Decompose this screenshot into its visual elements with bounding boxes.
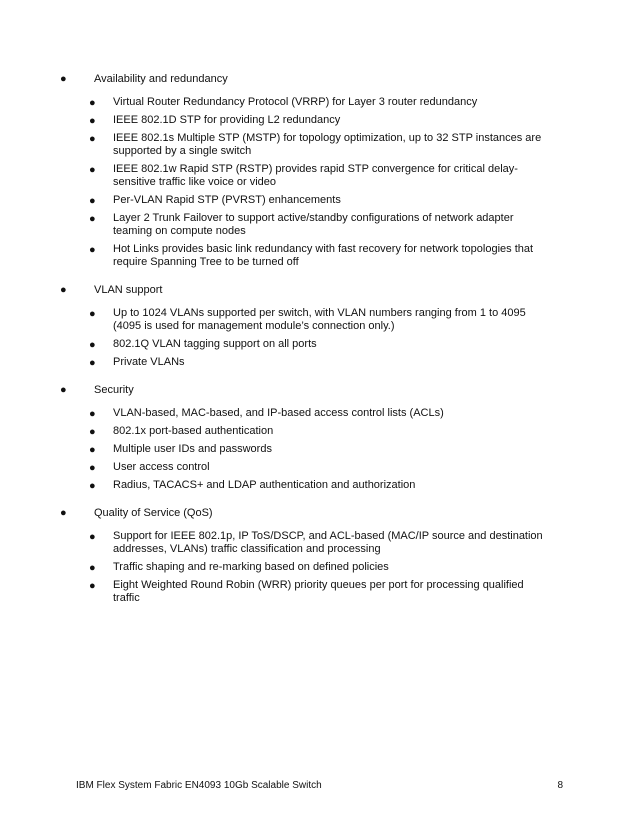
list-item [0,132,638,158]
list-item [0,479,638,492]
bullet-icon: ● [89,408,96,420]
sub-list [0,524,638,619]
bullet-icon: ● [89,480,96,492]
bullet-icon: ● [89,195,96,207]
bullet-icon: ● [89,133,96,145]
list-item-text: Virtual Router Redundancy Protocol (VRRP) for Layer 3 router redundancy [113,96,478,108]
list-item-text: Multiple user IDs and passwords [113,443,272,455]
bullet-icon: ● [60,73,67,85]
section-title: Security [94,384,134,396]
list-item-text: VLAN-based, MAC-based, and IP-based access control lists (ACLs) [113,407,444,419]
list-item [0,425,638,438]
list-item [0,114,638,127]
list-item [0,243,638,269]
list-item [0,307,638,333]
list-item-text: Eight Weighted Round Robin (WRR) priority queues per port for processing qualified traffic [113,579,524,604]
section-title: Availability and redundancy [94,73,228,85]
list-item-text: IEEE 802.1s Multiple STP (MSTP) for topology optimization, up to 32 STP instances are supported by a single switch [113,132,542,157]
section-vlan [0,283,638,383]
list-item [0,356,638,369]
list-item-text: User access control [113,461,210,473]
list-item-text: Up to 1024 VLANs supported per switch, with VLAN numbers ranging from 1 to 4095 (4095 is used for management module’s connection only.) [113,307,526,332]
bullet-icon: ● [89,580,96,592]
section-heading [0,72,638,90]
sub-list [0,90,638,283]
bullet-icon: ● [89,213,96,225]
bullet-icon: ● [89,115,96,127]
section-availability [0,72,638,283]
list-item-text: 802.1x port-based authentication [113,425,274,437]
list-item [0,443,638,456]
list-item [0,96,638,109]
section-title: Quality of Service (QoS) [94,507,213,519]
list-item-text: Radius, TACACS+ and LDAP authentication and authorization [113,479,416,491]
sub-list [0,301,638,383]
bullet-icon: ● [60,284,67,296]
bullet-icon: ● [89,426,96,438]
bullet-icon: ● [89,562,96,574]
bullet-icon: ● [89,164,96,176]
list-item [0,461,638,474]
list-item-text: Traffic shaping and re-marking based on defined policies [113,561,389,573]
list-item [0,561,638,574]
list-item-text: Layer 2 Trunk Failover to support active/standby configurations of network adapter teaming on compute nodes [113,212,514,237]
list-item-text: Hot Links provides basic link redundancy with fast recovery for network topologies that require Spanning Tree to be turned off [113,243,534,268]
bullet-icon: ● [89,444,96,456]
bullet-icon: ● [89,462,96,474]
list-item [0,194,638,207]
bullet-icon: ● [89,97,96,109]
bullet-icon: ● [89,531,96,543]
section-heading [0,283,638,301]
footer-title: IBM Flex System Fabric EN4093 10Gb Scalable Switch [76,780,322,791]
list-item-text: 802.1Q VLAN tagging support on all ports [113,338,317,350]
list-item-text: Support for IEEE 802.1p, IP ToS/DSCP, and ACL-based (MAC/IP source and destination addresses, VLANs) traffic classification and processing [113,530,543,555]
list-item [0,338,638,351]
bullet-icon: ● [89,308,96,320]
list-item-text: IEEE 802.1D STP for providing L2 redundancy [113,114,341,126]
list-item [0,579,638,605]
list-item-text: Per-VLAN Rapid STP (PVRST) enhancements [113,194,341,206]
page-number: 8 [557,780,563,791]
list-item [0,407,638,420]
list-item [0,530,638,556]
list-item [0,163,638,189]
bullet-icon: ● [89,357,96,369]
section-security [0,383,638,506]
bullet-icon: ● [89,244,96,256]
list-item [0,212,638,238]
bullet-icon: ● [89,339,96,351]
list-item-text: IEEE 802.1w Rapid STP (RSTP) provides rapid STP convergence for critical delay-sensitive traffic like voice or video [113,163,518,188]
section-title: VLAN support [94,284,163,296]
list-item-text: Private VLANs [113,356,185,368]
sub-list [0,401,638,506]
section-heading [0,506,638,524]
bullet-icon: ● [60,384,67,396]
section-qos [0,506,638,619]
section-heading [0,383,638,401]
document-body [0,72,638,619]
bullet-icon: ● [60,507,67,519]
